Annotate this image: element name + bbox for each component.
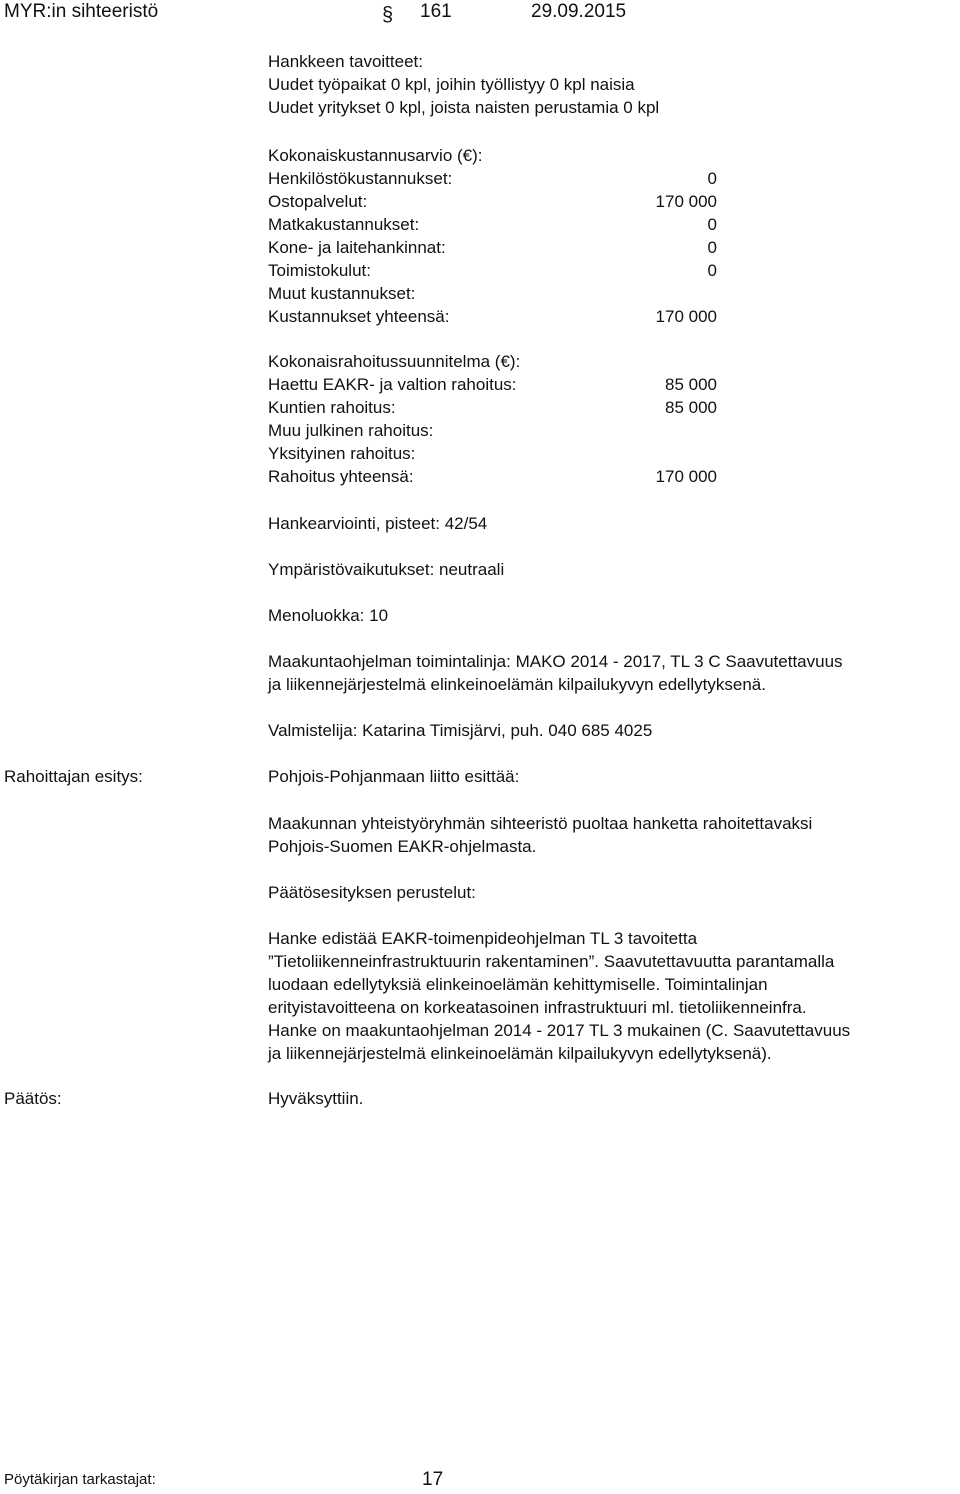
rationale-title: Päätösesityksen perustelut:: [268, 883, 476, 902]
regional-program: [268, 650, 928, 696]
environmental-impact: Ympäristövaikutukset: neutraali: [268, 560, 505, 579]
costs-title: Kokonaiskustannusarvio (€):: [268, 146, 483, 165]
financing-value: 85 000: [665, 375, 717, 394]
financing-row: [268, 396, 928, 419]
cost-estimate: [268, 144, 928, 328]
financing-value: 85 000: [665, 398, 717, 417]
financing-label: Muu julkinen rahoitus:: [268, 421, 434, 440]
statement-line: Pohjois-Suomen EAKR-ohjelmasta.: [268, 837, 537, 856]
cost-row: [268, 259, 928, 282]
financing-value: 170 000: [655, 467, 717, 486]
cost-value: 170 000: [655, 307, 717, 326]
goals-companies: Uudet yritykset 0 kpl, joista naisten perustamia 0 kpl: [268, 98, 660, 117]
cost-label: Henkilöstökustannukset:: [268, 169, 453, 188]
preparer-info: Valmistelija: Katarina Timisjärvi, puh. 040 685 4025: [268, 721, 653, 740]
decision-value: Hyväksyttiin.: [268, 1089, 364, 1108]
financing-label: Rahoitus yhteensä:: [268, 467, 414, 486]
rationale-text: [268, 927, 928, 1065]
decision-label: Päätös:: [4, 1089, 62, 1108]
section-number: 161: [420, 1, 452, 22]
rationale-line: ja liikennejärjestelmä elinkeinoelämän kilpailukyvyn edellytyksenä).: [268, 1044, 772, 1063]
cost-value: 0: [707, 261, 717, 280]
statement-line: Maakunnan yhteistyöryhmän sihteeristö puoltaa hanketta rahoitettavaksi: [268, 814, 813, 833]
goals-title: Hankkeen tavoitteet:: [268, 52, 423, 71]
financing-label: Kuntien rahoitus:: [268, 398, 396, 417]
goals-jobs: Uudet työpaikat 0 kpl, joihin työllistyy 0 kpl naisia: [268, 75, 635, 94]
program-line: Maakuntaohjelman toimintalinja: MAKO 2014 - 2017, TL 3 C Saavutettavuus: [268, 652, 843, 671]
cost-value: 0: [707, 238, 717, 257]
rationale-line: Hanke on maakuntaohjelman 2014 - 2017 TL 3 mukainen (C. Saavutettavuus: [268, 1021, 851, 1040]
cost-value: 0: [707, 215, 717, 234]
meeting-date: 29.09.2015: [531, 1, 627, 22]
funder-statement: [268, 812, 928, 858]
cost-row: [268, 167, 928, 190]
cost-label: Matkakustannukset:: [268, 215, 420, 234]
financing-row: [268, 373, 928, 396]
program-line: ja liikennejärjestelmä elinkeinoelämän kilpailukyvyn edellytyksenä.: [268, 675, 766, 694]
financing-plan: [268, 350, 928, 488]
cost-row: [268, 190, 928, 213]
project-assessment: Hankearviointi, pisteet: 42/54: [268, 514, 488, 533]
rationale-line: Hanke edistää EAKR-toimenpideohjelman TL 3 tavoitetta: [268, 929, 698, 948]
cost-label: Toimistokulut:: [268, 261, 371, 280]
rationale-line: luodaan edellytyksiä elinkeinoelämän kehittymiselle. Toimintalinjan: [268, 975, 768, 994]
cost-label: Ostopalvelut:: [268, 192, 368, 211]
page-number: 17: [422, 1469, 444, 1490]
financing-label: Yksityinen rahoitus:: [268, 444, 416, 463]
expense-class: Menoluokka: 10: [268, 606, 389, 625]
project-goals: [268, 50, 928, 119]
svg-text:§: §: [382, 4, 394, 26]
organization-name: MYR:in sihteeristö: [4, 1, 159, 22]
cost-value: 0: [707, 169, 717, 188]
financing-row: [268, 442, 928, 465]
cost-label: Kone- ja laitehankinnat:: [268, 238, 446, 257]
cost-label: Kustannukset yhteensä:: [268, 307, 450, 326]
financing-row: [268, 419, 928, 442]
cost-total-row: [268, 305, 928, 328]
financing-label: Haettu EAKR- ja valtion rahoitus:: [268, 375, 517, 394]
cost-label: Muut kustannukset:: [268, 284, 416, 303]
footer-reviewers-label: Pöytäkirjan tarkastajat:: [4, 1471, 156, 1488]
rationale-line: ”Tietoliikenneinfrastruktuurin rakentaminen”. Saavutettavuutta parantamalla: [268, 952, 835, 971]
funder-proposal-label: Rahoittajan esitys:: [4, 767, 143, 786]
funder-proposer: Pohjois-Pohjanmaan liitto esittää:: [268, 767, 520, 786]
section-sign-icon: [380, 2, 402, 26]
page-header: [0, 0, 960, 26]
financing-title: Kokonaisrahoitussuunnitelma (€):: [268, 352, 521, 371]
rationale-line: erityistavoitteena on korkeatasoinen infrastruktuuri ml. tietoliikenneinfra.: [268, 998, 807, 1017]
financing-total-row: [268, 465, 928, 488]
cost-value: 170 000: [655, 192, 717, 211]
cost-row: [268, 282, 928, 305]
cost-row: [268, 236, 928, 259]
cost-row: [268, 213, 928, 236]
